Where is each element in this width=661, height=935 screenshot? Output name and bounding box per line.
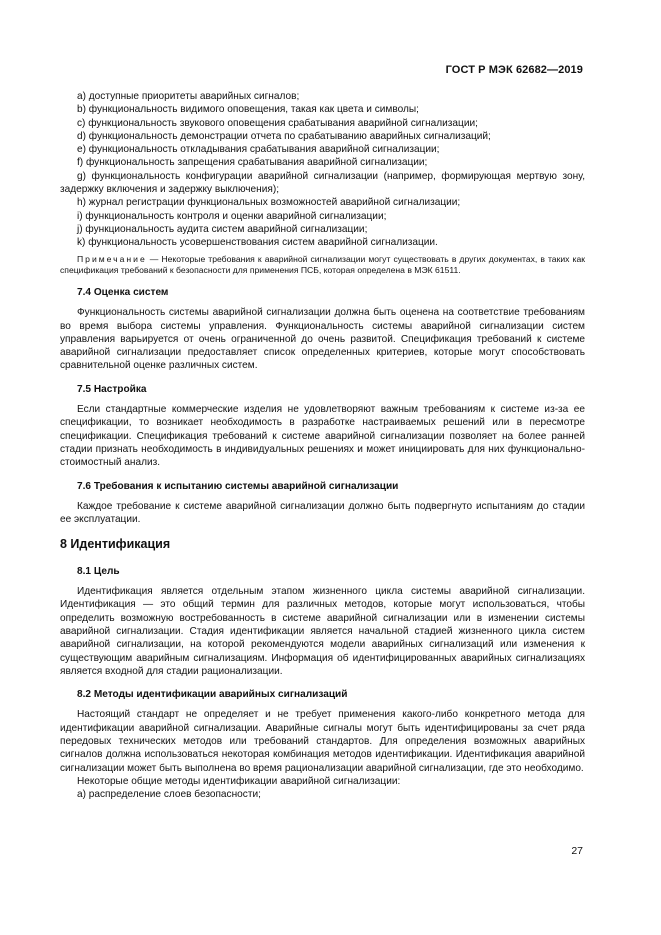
section-8-1-text: Идентификация является отдельным этапом жизненного цикла системы аварийной сигнализации. Идентификация — это общий термин для различных методов, которые могут использоваться, чтобы определить возможную востребованность в системе аварийной сигнализации или в изменении системы аварийной сигнализации. Стадия идентификации является начальной стадией жизненного цикла систем аварийной сигнализации, на которой рекомендуются модели аварийных сигнализаций или изменения к существующим аварийным сигнализациям. Информация об идентифицированных аварийных сигнализациях является входной для стадии рационализации. xyxy=(60,586,585,677)
list-item: е) функциональность откладывания срабатывания аварийной сигнализации; xyxy=(77,144,440,156)
section-8-heading: 8 Идентификация xyxy=(60,537,171,552)
document-code-header: ГОСТ Р МЭК 62682—2019 xyxy=(445,64,583,76)
list-item: а) распределение слоев безопасности; xyxy=(77,789,261,801)
section-8-2-methods-intro: Некоторые общие методы идентификации аварийной сигнализации: xyxy=(77,775,401,787)
list-item: а) доступные приоритеты аварийных сигналов; xyxy=(77,91,300,102)
list-item: i) функциональность контроля и оценки аварийной сигнализации; xyxy=(77,210,387,222)
list-item: k) функциональность усовершенствования систем аварийной сигнализации. xyxy=(77,237,438,249)
note-label: Примечание xyxy=(77,253,147,264)
section-8-2-heading: 8.2 Методы идентификации аварийных сигнализаций xyxy=(77,689,348,701)
list-item: f) функциональность запрещения срабатывания аварийной сигнализации; xyxy=(77,157,428,169)
list-item: h) журнал регистрации функциональных возможностей аварийной сигнализации; xyxy=(77,197,461,209)
note-paragraph xyxy=(60,254,585,276)
list-item: g) функциональность конфигурации аварийной сигнализации (например, формирующая мертвую зону, задержку включения и задержку выключения); xyxy=(60,170,585,196)
section-7-6-text: Каждое требование к системе аварийной сигнализации должно быть подвергнуто испытаниям до стадии ее эксплуатации. xyxy=(60,500,585,526)
note-text: — Некоторые требования к аварийной сигнализации могут существовать в других документах, в таких как спецификация требований к безопасности для применения ПСБ, которая определена в МЭК 61511. xyxy=(60,253,585,275)
list-item: j) функциональность аудита систем аварийной сигнализации; xyxy=(77,223,368,235)
list-item: d) функциональность демонстрации отчета по срабатыванию аварийных сигнализаций; xyxy=(77,130,491,142)
section-7-5-text: Если стандартные коммерческие изделия не удовлетворяют важным требованиям к системе из-за ее спецификации, то возникает необходимость в разработке настраиваемых решений или в пересмотре спецификации. Спецификация требований к системе аварийной сигнализации позволяет на более ранней стадии признать необходимость в индивидуальных решениях и может инициировать для них функционально-стоимостный анализ. xyxy=(60,404,585,469)
page-content xyxy=(60,90,585,801)
section-8-1-heading: 8.1 Цель xyxy=(77,565,120,577)
section-7-6-heading: 7.6 Требования к испытанию системы аварийной сигнализации xyxy=(77,480,399,492)
section-7-4-text: Функциональность системы аварийной сигнализации должна быть оценена на соответствие требованиям во время выбора системы управления. Функциональность системы аварийной сигнализации систем управления варьируется от очень ограниченной до очень развитой. Спецификация требований к системе аварийной сигнализации предоставляет список определенных критериев, которые могут способствовать сравнительной оценке различных систем. xyxy=(60,307,585,372)
section-7-4-heading: 7.4 Оценка систем xyxy=(77,286,169,298)
section-7-5-heading: 7.5 Настройка xyxy=(77,383,147,395)
list-item: b) функциональность видимого оповещения, такая как цвета и символы; xyxy=(77,104,419,116)
list-item: с) функциональность звукового оповещения срабатывания аварийной сигнализации; xyxy=(77,117,478,129)
section-8-2-text: Настоящий стандарт не определяет и не требует применения какого-либо конкретного метода для идентификации аварийной сигнализации. Аварийные сигналы могут быть идентифицированы за счет ряда передовых технических методов или требований стандартов. Для определения возможных аварийных сигналов должна использоваться некоторая комбинация методов идентификации. Идентификация аварийной сигнализации может быть выполнена во время рационализации аварийной сигнализации, где это необходимо. xyxy=(60,709,585,774)
page-number: 27 xyxy=(571,845,583,857)
